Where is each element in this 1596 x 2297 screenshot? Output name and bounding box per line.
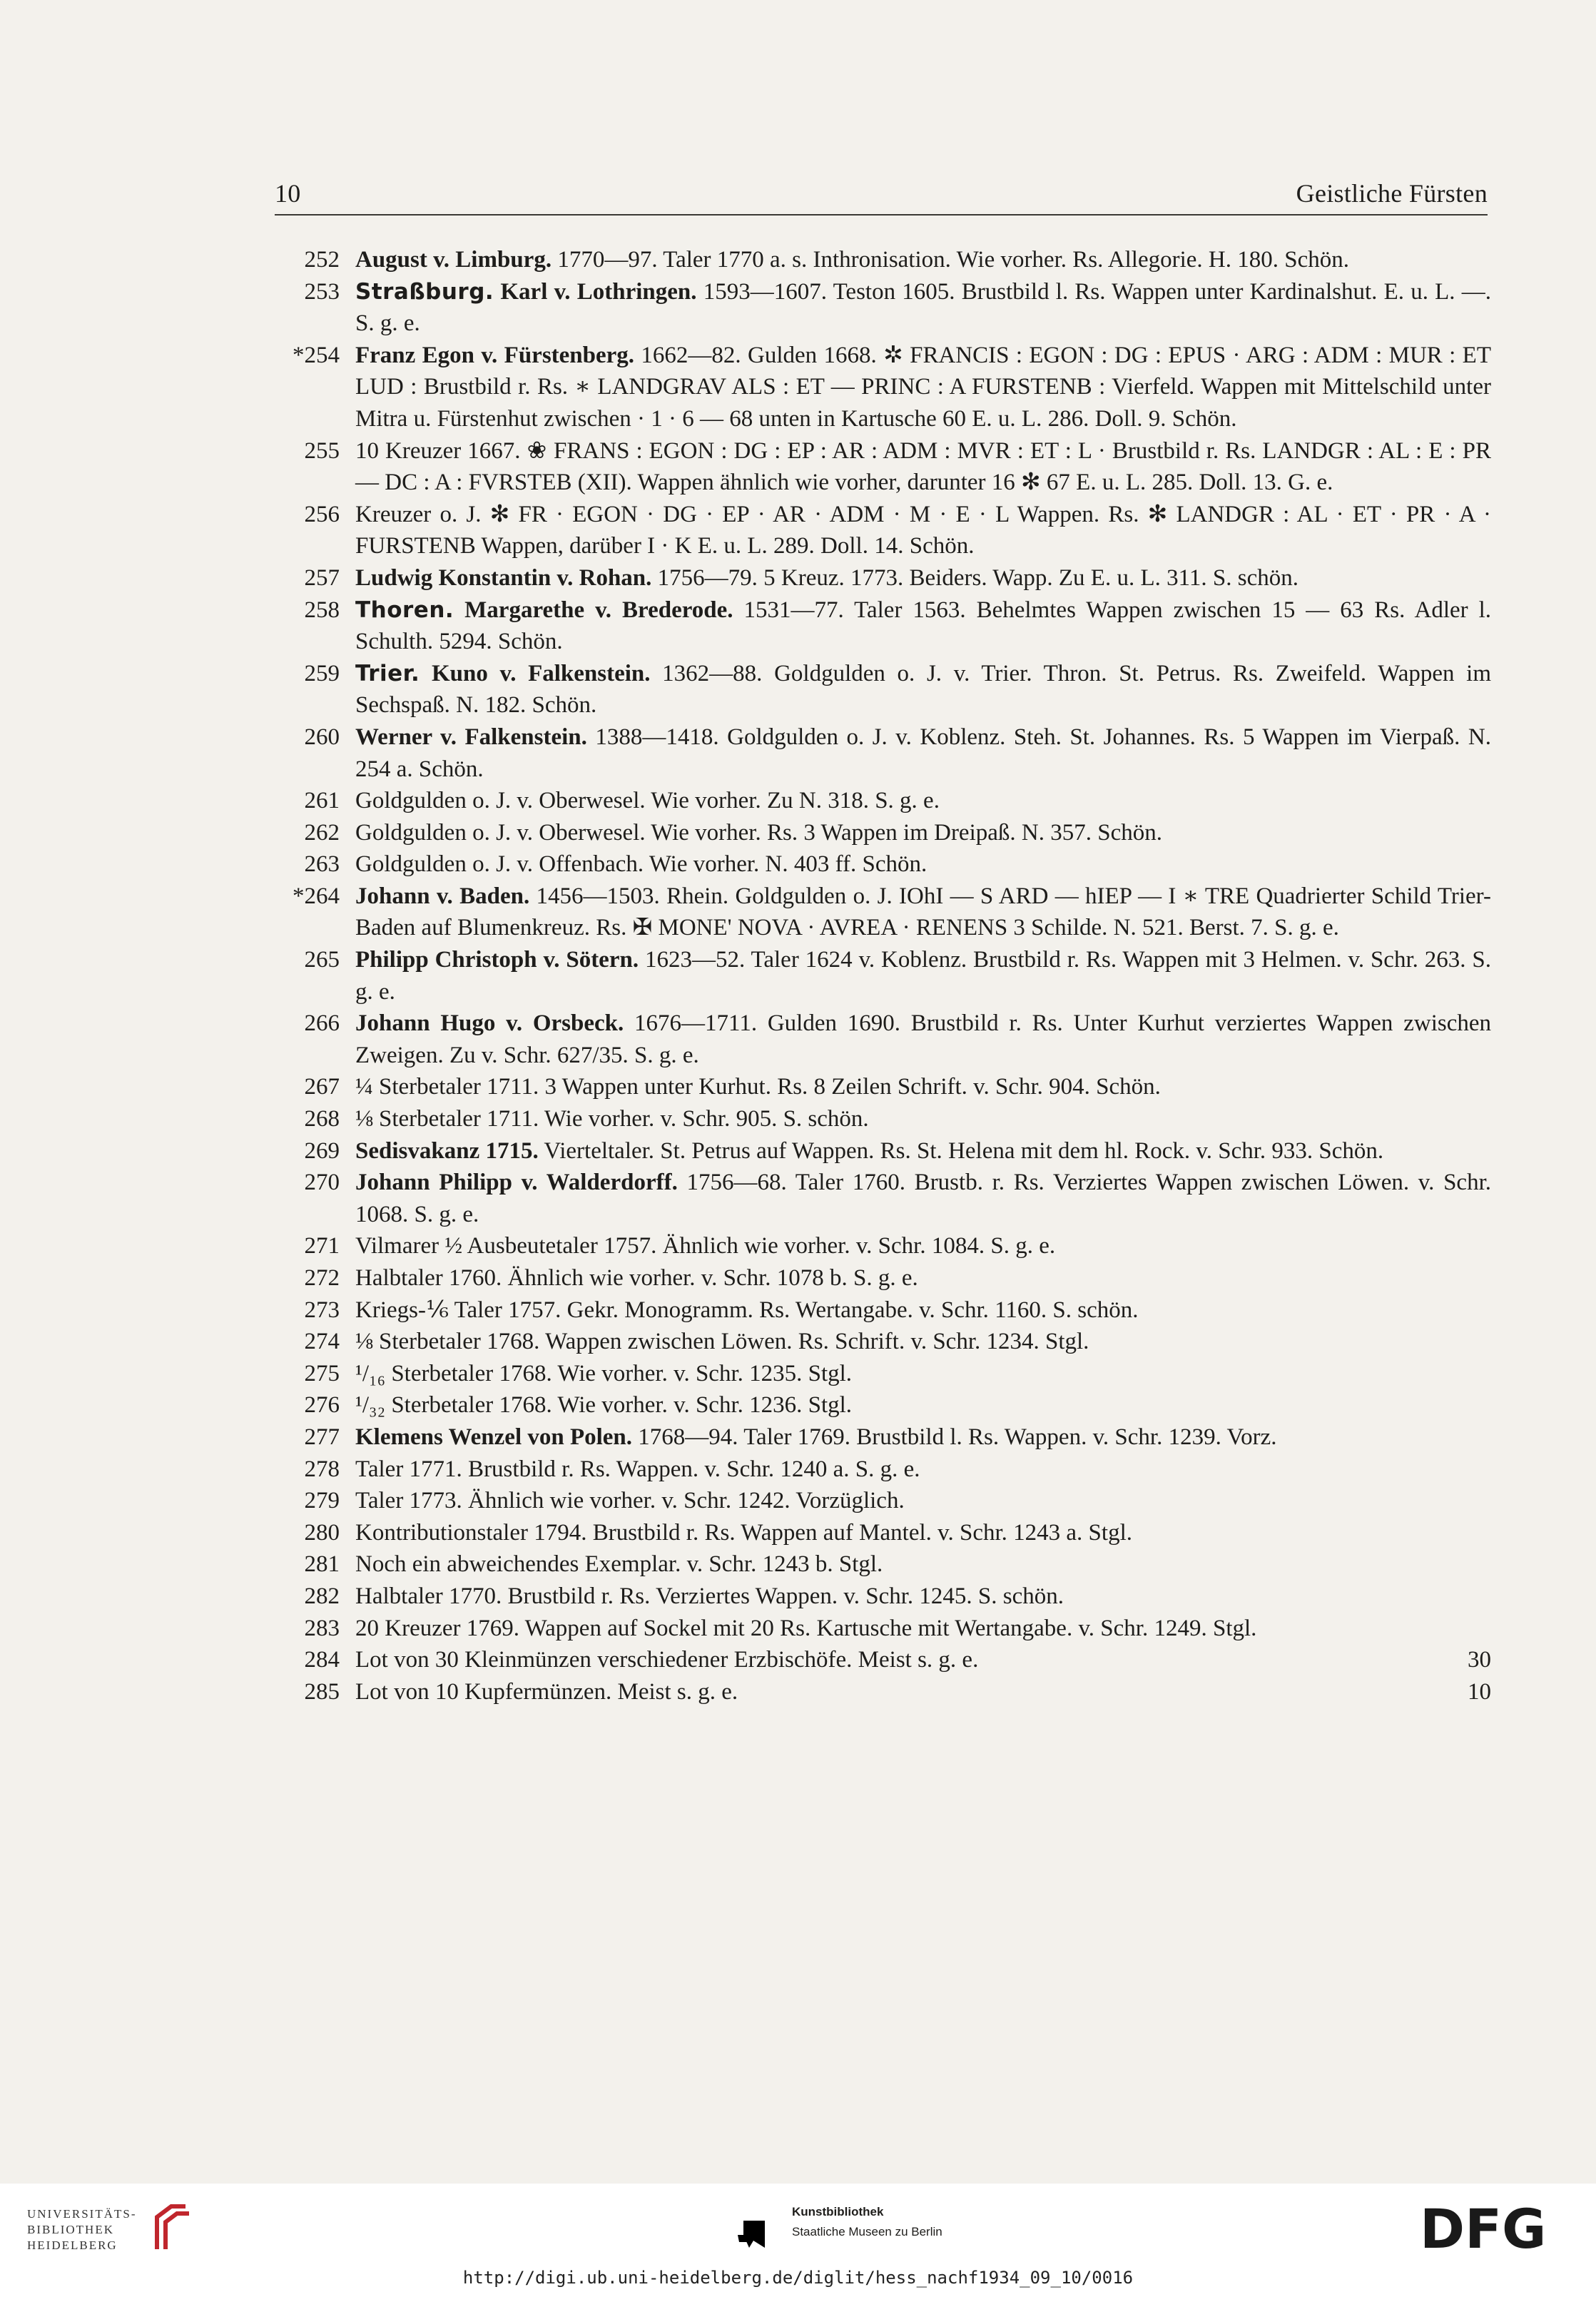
entry-description: ¼ Sterbetaler 1711. 3 Wappen unter Kurhut. Rs. 8 Zeilen Schrift. v. Schr. 904. Schön. xyxy=(355,1074,1161,1100)
entry-number: 281 xyxy=(304,1551,340,1578)
entry-description: Lot von 10 Kupfermünzen. Meist s. g. e. xyxy=(355,1678,738,1705)
entry-description: Taler 1771. Brustbild r. Rs. Wappen. v. Schr. 1240 a. S. g. e. xyxy=(355,1456,920,1482)
ub-mark-icon xyxy=(150,2199,193,2256)
catalog-entry xyxy=(285,658,1491,721)
entry-number: 273 xyxy=(304,1297,340,1323)
entry-number: 263 xyxy=(304,851,340,878)
entry-place: Trier. xyxy=(355,660,420,686)
entry-text xyxy=(355,562,1491,594)
entry-text xyxy=(355,1262,1491,1294)
entry-number: 270 xyxy=(304,1170,340,1196)
ub-logo-text: UNIVERSITÄTS- BIBLIOTHEK HEIDELBERG xyxy=(27,2207,137,2252)
catalog-entry xyxy=(285,944,1491,1008)
entry-number: 262 xyxy=(304,819,340,846)
entry-number: 285 xyxy=(304,1678,340,1705)
entry-ruler: Kuno v. Falkenstein. xyxy=(431,660,651,686)
entry-text xyxy=(355,1358,1491,1390)
entry-number: 280 xyxy=(304,1519,340,1546)
entry-description: 1662—82. Gulden 1668. ✲ FRANCIS : EGON : DG : EPUS · ARG : ADM : MUR : ET LUD : Brustbild r. Rs. ∗ LANDGRAV ALS : ET — PRINC : A FURSTENB : Vierfeld. Wappen mit Mittelschild unter Mitra u. Fürstenhut zwischen · 1 · 6 — 68 unten in Kartusche 60 E. u. L. 286. Doll. 9. Schön. xyxy=(355,342,1491,432)
catalog-entry xyxy=(285,340,1491,435)
catalog-entry xyxy=(285,1548,1491,1581)
entry-number: 269 xyxy=(304,1137,340,1164)
entry-text xyxy=(355,1421,1491,1454)
entry-description: 1768—94. Taler 1769. Brustbild l. Rs. Wappen. v. Schr. 1239. Vorz. xyxy=(632,1424,1277,1450)
entry-text xyxy=(355,1517,1491,1549)
entry-text xyxy=(355,1294,1491,1327)
entry-text xyxy=(355,785,1491,817)
section-title: Geistliche Fürsten xyxy=(1296,179,1488,208)
entry-number: 284 xyxy=(304,1647,340,1673)
entry-text xyxy=(355,1454,1491,1486)
entry-text xyxy=(355,848,1491,881)
entry-text xyxy=(355,1008,1491,1071)
entry-number: *264 xyxy=(293,883,340,909)
entry-number: 253 xyxy=(304,278,340,305)
entry-description: Halbtaler 1770. Brustbild r. Rs. Verziertes Wappen. v. Schr. 1245. S. schön. xyxy=(355,1583,1064,1609)
entry-description: 1593—1607. Teston 1605. Brustbild l. Rs. Wappen unter Kardinalshut. E. u. L. —. S. g. e. xyxy=(355,278,1492,337)
entry-text xyxy=(355,340,1491,435)
entry-place: Straßburg. xyxy=(355,278,494,305)
catalog-entry xyxy=(285,244,1491,276)
entry-description: ⅛ Sterbetaler 1711. Wie vorher. v. Schr. 905. S. schön. xyxy=(355,1106,869,1132)
entry-ruler: Philipp Christoph v. Sötern. xyxy=(355,947,639,973)
entry-number: 283 xyxy=(304,1615,340,1641)
entry-description xyxy=(494,279,500,305)
entry-number: 265 xyxy=(304,947,340,973)
entry-text xyxy=(355,499,1491,562)
entry-text xyxy=(355,1676,1491,1708)
entry-text xyxy=(355,1548,1491,1581)
kb-logo-icon xyxy=(729,2206,779,2256)
page-number: 10 xyxy=(275,179,301,208)
entry-ruler: Johann Philipp v. Walderdorff. xyxy=(355,1170,678,1196)
entry-text xyxy=(355,435,1491,499)
entry-text xyxy=(355,1071,1491,1103)
entry-description: Vierteltaler. St. Petrus auf Wappen. Rs. St. Helena mit dem hl. Rock. v. Schr. 933. Schön. xyxy=(538,1137,1384,1164)
entry-number: 272 xyxy=(304,1265,340,1291)
entry-description: 1756—79. 5 Kreuz. 1773. Beiders. Wapp. Zu E. u. L. 311. S. schön. xyxy=(651,564,1298,591)
entry-place: Thoren. xyxy=(355,597,454,623)
catalog-entry xyxy=(285,1008,1491,1071)
dfg-logo[interactable] xyxy=(1420,2202,1570,2252)
entry-description: 1388—1418. Goldgulden o. J. v. Koblenz. Steh. St. Johannes. Rs. 5 Wappen im Vierpaß. N. 254 a. Schön. xyxy=(355,724,1492,782)
entry-price: 10 xyxy=(1468,1678,1491,1705)
entry-ruler: Ludwig Konstantin v. Rohan. xyxy=(355,564,652,591)
entry-description: 1531—77. Taler 1563. Behelmtes Wappen zwischen 15 — 63 Rs. Adler l. Schulth. 5294. Schön. xyxy=(355,597,1492,655)
entry-description xyxy=(454,597,464,623)
entry-number: 279 xyxy=(304,1488,340,1514)
entry-description: 20 Kreuzer 1769. Wappen auf Sockel mit 20 Rs. Kartusche mit Wertangabe. v. Schr. 1249. Stgl. xyxy=(355,1615,1257,1641)
svg-text:DFG: DFG xyxy=(1420,2202,1547,2252)
entry-text xyxy=(355,276,1491,340)
catalog-entry xyxy=(285,1071,1491,1103)
entry-description: 1456—1503. Rhein. Goldgulden o. J. IOhI — S ARD — hIEP — I ∗ TRE Quadrierter Schild Trier-Baden auf Blumenkreuz. Rs. ✠ MONE' NOVA · AVREA · RENENS 3 Schilde. N. 521. Berst. 7. S. g. e. xyxy=(355,883,1491,941)
catalog-entry xyxy=(285,1613,1491,1645)
entry-description: 1770—97. Taler 1770 a. s. Inthronisation. Wie vorher. Rs. Allegorie. H. 180. Schön. xyxy=(552,247,1350,273)
catalog-entry xyxy=(285,1230,1491,1262)
catalog-entry xyxy=(285,1103,1491,1135)
entry-number: 252 xyxy=(304,247,340,273)
ub-heidelberg-logo[interactable] xyxy=(27,2199,191,2256)
catalog-entry xyxy=(285,1421,1491,1454)
entry-description: Kreuzer o. J. ✻ FR · EGON · DG · EP · AR · ADM · M · E · L Wappen. Rs. ✻ LANDGR : AL · ET · PR · A · FURSTENB Wappen, darüber I · K E. u. L. 289. Doll. 14. Schön. xyxy=(355,501,1491,559)
entry-number: 267 xyxy=(304,1074,340,1100)
entry-number: 274 xyxy=(304,1329,340,1355)
catalog-entry xyxy=(285,1358,1491,1390)
entry-ruler: Johann Hugo v. Orsbeck. xyxy=(355,1010,624,1037)
entry-description: ¹/₃₂ Sterbetaler 1768. Wie vorher. v. Schr. 1236. Stgl. xyxy=(355,1392,853,1419)
kb-subtitle: Staatliche Museen zu Berlin xyxy=(792,2225,942,2238)
catalog-entry xyxy=(285,1676,1491,1708)
catalog-entry xyxy=(285,1485,1491,1517)
entry-text xyxy=(355,1389,1491,1421)
entry-text xyxy=(355,1167,1491,1230)
entry-text xyxy=(355,1644,1491,1676)
entry-description: 1756—68. Taler 1760. Brustb. r. Rs. Verziertes Wappen zwischen Löwen. v. Schr. 1068. S. g. e. xyxy=(355,1170,1491,1227)
catalog-entry xyxy=(285,1644,1491,1676)
catalog-entry xyxy=(285,1262,1491,1294)
entry-number: *254 xyxy=(293,342,340,368)
catalog-entry xyxy=(285,1135,1491,1167)
entry-description: 1623—52. Taler 1624 v. Koblenz. Brustbild r. Rs. Wappen mit 3 Helmen. v. Schr. 263. S. g. e. xyxy=(355,947,1491,1005)
entry-text xyxy=(355,1613,1491,1645)
entry-description: Goldgulden o. J. v. Oberwesel. Wie vorher. Zu N. 318. S. g. e. xyxy=(355,788,940,814)
entry-description: Halbtaler 1760. Ähnlich wie vorher. v. Schr. 1078 b. S. g. e. xyxy=(355,1265,918,1291)
entry-number: 277 xyxy=(304,1424,340,1450)
entry-number: 259 xyxy=(304,660,340,686)
entry-description: Goldgulden o. J. v. Oberwesel. Wie vorher. Rs. 3 Wappen im Dreipaß. N. 357. Schön. xyxy=(355,819,1162,846)
catalog-entry xyxy=(285,881,1491,944)
permalink-url[interactable]: http://digi.ub.uni-heidelberg.de/diglit/hess_nachf1934_09_10/0016 xyxy=(462,2268,1134,2288)
entry-description: ⅛ Sterbetaler 1768. Wappen zwischen Löwen. Rs. Schrift. v. Schr. 1234. Stgl. xyxy=(355,1329,1089,1355)
catalog-entry xyxy=(285,435,1491,499)
entry-description: 10 Kreuzer 1667. ❀ FRANS : EGON : DG : EP : AR : ADM : MVR : ET : L · Brustbild r. Rs. LANDGR : AL : E : PR — DC : A : FVRSTEB (XII). Wappen ähnlich wie vorher, darunter 16 ✻ 67 E. u. L. 285. Doll. 13. G. e. xyxy=(355,437,1491,496)
entry-ruler: August v. Limburg. xyxy=(355,247,552,273)
entry-description: ¹/₁₆ Sterbetaler 1768. Wie vorher. v. Schr. 1235. Stgl. xyxy=(355,1360,853,1386)
entry-text xyxy=(355,1135,1491,1167)
entry-text xyxy=(355,1103,1491,1135)
catalog-entries xyxy=(285,244,1491,1708)
entry-number: 271 xyxy=(304,1233,340,1259)
header-rule xyxy=(275,214,1488,215)
entry-text xyxy=(355,594,1491,658)
entry-number: 266 xyxy=(304,1010,340,1037)
entry-text xyxy=(355,244,1491,276)
entry-ruler: Sedisvakanz 1715. xyxy=(355,1137,539,1164)
entry-text xyxy=(355,658,1491,721)
page-header xyxy=(275,178,1488,210)
entry-description: Lot von 30 Kleinmünzen verschiedener Erzbischöfe. Meist s. g. e. xyxy=(355,1647,979,1673)
catalog-entry xyxy=(285,594,1491,658)
catalog-entry xyxy=(285,1326,1491,1358)
catalog-entry xyxy=(285,721,1491,785)
entry-text xyxy=(355,1326,1491,1358)
entry-number: 275 xyxy=(304,1360,340,1386)
entry-description xyxy=(420,661,432,686)
entry-ruler: Klemens Wenzel von Polen. xyxy=(355,1424,633,1450)
entry-number: 282 xyxy=(304,1583,340,1609)
entry-description: 1362—88. Goldgulden o. J. v. Trier. Thron. St. Petrus. Rs. Zweifeld. Wappen im Sechspaß. N. 182. Schön. xyxy=(355,660,1491,719)
entry-text xyxy=(355,817,1491,849)
kunstbibliothek-logo[interactable] xyxy=(729,2204,965,2253)
catalog-entry xyxy=(285,1581,1491,1613)
entry-number: 268 xyxy=(304,1106,340,1132)
entry-ruler: Franz Egon v. Fürstenberg. xyxy=(355,342,635,368)
catalog-entry xyxy=(285,1294,1491,1327)
entry-description: Kriegs-⅙ Taler 1757. Gekr. Monogramm. Rs. Wertangabe. v. Schr. 1160. S. schön. xyxy=(355,1297,1139,1323)
entry-text xyxy=(355,1485,1491,1517)
entry-description: Taler 1773. Ähnlich wie vorher. v. Schr. 1242. Vorzüglich. xyxy=(355,1488,905,1514)
entry-text xyxy=(355,721,1491,785)
entry-ruler: Margarethe v. Brederode. xyxy=(464,597,733,623)
entry-number: 278 xyxy=(304,1456,340,1482)
entry-description: Vilmarer ½ Ausbeutetaler 1757. Ähnlich wie vorher. v. Schr. 1084. S. g. e. xyxy=(355,1233,1056,1259)
catalog-entry xyxy=(285,499,1491,562)
kb-title: Kunstbibliothek xyxy=(792,2205,884,2219)
entry-ruler: Johann v. Baden. xyxy=(355,883,530,909)
entry-number: 255 xyxy=(304,437,340,464)
entry-ruler: Karl v. Lothringen. xyxy=(500,278,697,305)
catalog-entry xyxy=(285,1517,1491,1549)
entry-number: 257 xyxy=(304,564,340,591)
entry-description: Noch ein abweichendes Exemplar. v. Schr. 1243 b. Stgl. xyxy=(355,1551,883,1578)
entry-text xyxy=(355,944,1491,1008)
catalog-entry xyxy=(285,785,1491,817)
catalog-entry xyxy=(285,1454,1491,1486)
entry-text xyxy=(355,1230,1491,1262)
entry-description: Kontributionstaler 1794. Brustbild r. Rs. Wappen auf Mantel. v. Schr. 1243 a. Stgl. xyxy=(355,1519,1132,1546)
entry-price: 30 xyxy=(1468,1647,1491,1673)
catalog-entry xyxy=(285,1389,1491,1421)
entry-description: Goldgulden o. J. v. Offenbach. Wie vorher. N. 403 ff. Schön. xyxy=(355,851,927,878)
entry-number: 276 xyxy=(304,1392,340,1419)
entry-number: 260 xyxy=(304,724,340,750)
entry-text xyxy=(355,881,1491,944)
entry-text xyxy=(355,1581,1491,1613)
entry-number: 258 xyxy=(304,597,340,623)
entry-ruler: Werner v. Falkenstein. xyxy=(355,724,587,750)
catalog-entry xyxy=(285,276,1491,340)
catalog-entry xyxy=(285,562,1491,594)
entry-description: 1676—1711. Gulden 1690. Brustbild r. Rs. Unter Kurhut verziertes Wappen zwischen Zweigen. Zu v. Schr. 627/35. S. g. e. xyxy=(355,1010,1491,1068)
entry-number: 261 xyxy=(304,788,340,814)
catalog-entry xyxy=(285,817,1491,849)
viewer-footer xyxy=(0,2184,1596,2297)
catalog-entry xyxy=(285,848,1491,881)
catalog-entry xyxy=(285,1167,1491,1230)
entry-number: 256 xyxy=(304,501,340,527)
